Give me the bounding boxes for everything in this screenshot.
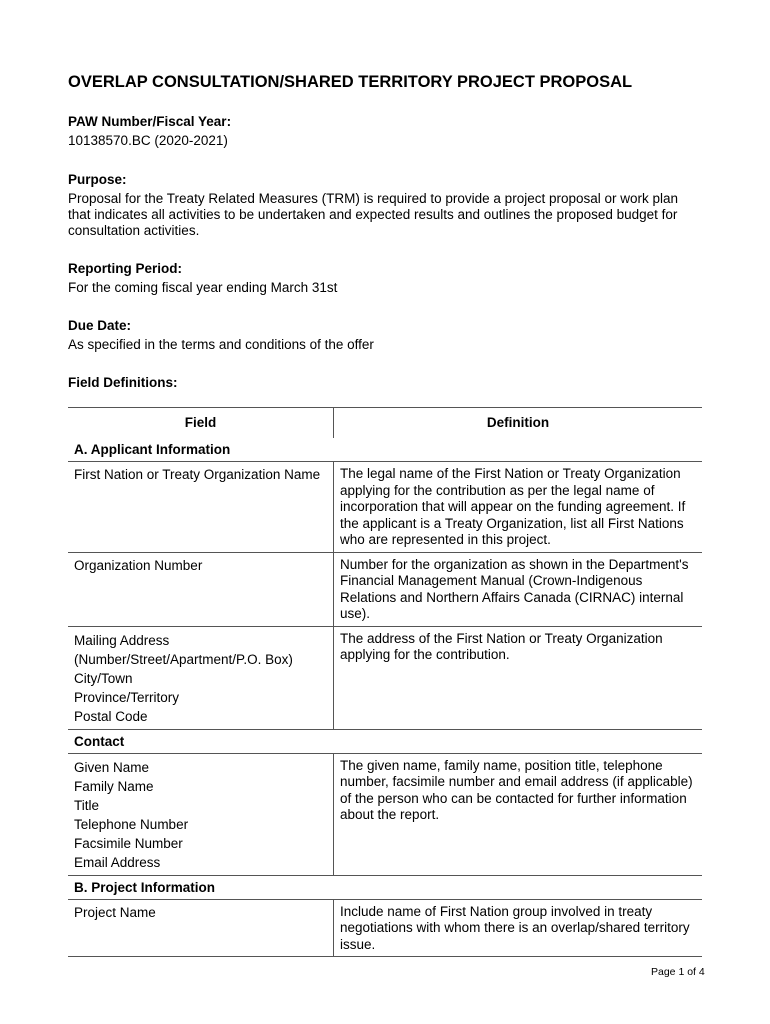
field-line: Given Name xyxy=(74,759,150,775)
paw-label: PAW Number/Fiscal Year: xyxy=(68,114,232,129)
field-line: Telephone Number xyxy=(74,816,189,832)
reporting-label: Reporting Period: xyxy=(68,261,182,276)
field-line: Mailing Address xyxy=(74,632,170,648)
field-line: Title xyxy=(74,797,100,813)
definition-cell: The address of the First Nation or Treaty Organization applying for the contribution. xyxy=(334,626,703,729)
definition-cell: Number for the organization as shown in the Department's Financial Management Manual (Crown-Indigenous Relations and Northern Affairs Canada (CIRNAC) internal use). xyxy=(334,552,703,626)
reporting-section xyxy=(68,261,702,296)
field-line: Email Address xyxy=(74,854,161,870)
field-cell xyxy=(68,626,334,729)
definition-column-header: Definition xyxy=(334,408,703,439)
field-column-header: Field xyxy=(68,408,334,439)
purpose-label: Purpose: xyxy=(68,172,127,187)
due-date-value: As specified in the terms and conditions of the offer xyxy=(68,337,374,352)
due-date-section xyxy=(68,318,702,353)
paw-value: 10138570.BC (2020-2021) xyxy=(68,133,228,148)
field-definitions-label: Field Definitions: xyxy=(68,375,178,390)
contact-row xyxy=(68,729,702,753)
field-line: Province/Territory xyxy=(74,689,180,705)
reporting-value: For the coming fiscal year ending March 31st xyxy=(68,280,338,295)
field-line: Facsimile Number xyxy=(74,835,183,851)
field-definitions-section xyxy=(68,375,702,394)
table-header-row xyxy=(68,408,702,439)
definition-cell: The given name, family name, position title, telephone number, facsimile number and email address (if applicable) of the person who can be contacted for further information about the report. xyxy=(334,753,703,875)
table-row xyxy=(68,753,702,875)
section-b-heading: B. Project Information xyxy=(68,875,702,899)
section-a-heading: A. Applicant Information xyxy=(68,438,702,462)
paw-section xyxy=(68,114,702,149)
table-row xyxy=(68,552,702,626)
page-number: Page 1 of 4 xyxy=(651,966,705,978)
section-a-row xyxy=(68,438,702,462)
section-b-row xyxy=(68,875,702,899)
definition-cell: Include name of First Nation group involved in treaty negotiations with whom there is an overlap/shared territory issue. xyxy=(334,899,703,957)
table-row xyxy=(68,626,702,729)
contact-heading: Contact xyxy=(68,729,702,753)
field-cell: Organization Number xyxy=(68,552,334,626)
field-line: (Number/Street/Apartment/P.O. Box) xyxy=(74,651,293,667)
due-date-label: Due Date: xyxy=(68,318,132,333)
field-cell: First Nation or Treaty Organization Name xyxy=(68,462,334,553)
field-line: Postal Code xyxy=(74,708,148,724)
definition-cell: The legal name of the First Nation or Treaty Organization applying for the contribution as per the legal name of incorporation that will appear on the funding agreement. If the applicant is a Treaty Organization, list all First Nations who are represented in this project. xyxy=(334,462,703,553)
field-cell xyxy=(68,753,334,875)
table-row xyxy=(68,899,702,957)
field-cell: Project Name xyxy=(68,899,334,957)
field-line: City/Town xyxy=(74,670,133,686)
table-row xyxy=(68,462,702,553)
purpose-text: Proposal for the Treaty Related Measures (TRM) is required to provide a project proposal or work plan that indicates all activities to be undertaken and expected results and outlines the proposed budget for consultation activities. xyxy=(68,191,679,238)
page-title: OVERLAP CONSULTATION/SHARED TERRITORY PROJECT PROPOSAL xyxy=(68,73,633,91)
purpose-section xyxy=(68,172,702,239)
field-line: Family Name xyxy=(74,778,154,794)
field-definitions-table xyxy=(68,407,702,957)
